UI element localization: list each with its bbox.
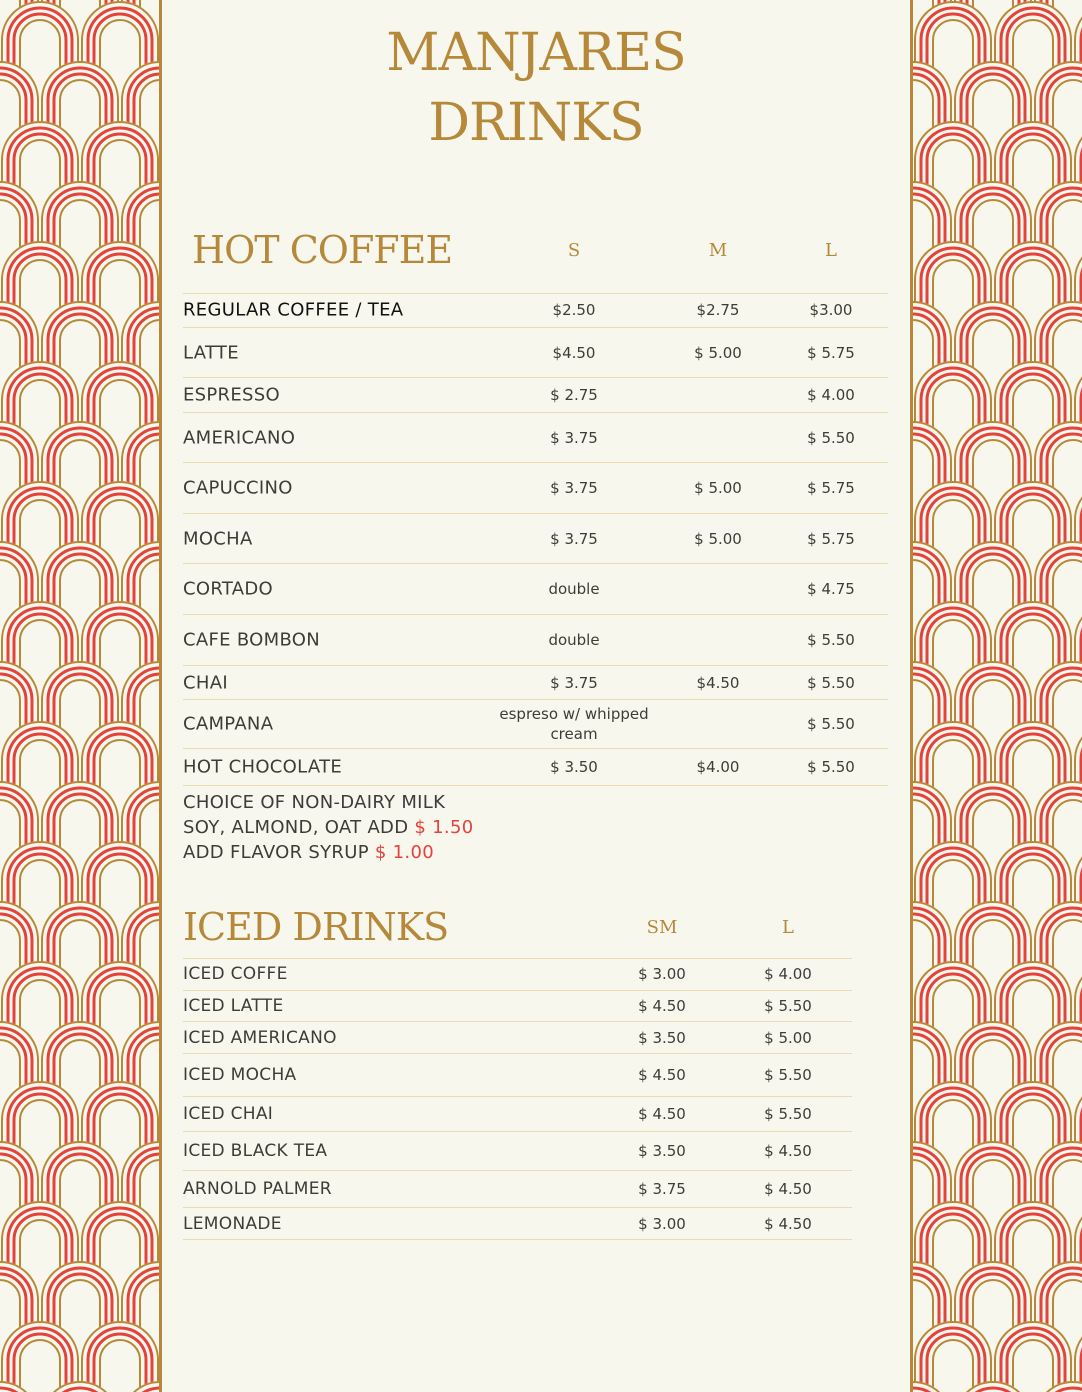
- price-s: espreso w/ whipped cream: [499, 705, 649, 743]
- syrup-addon-note: ADD FLAVOR SYRUP $ 1.00: [183, 842, 434, 863]
- item-name: ESPRESSO: [183, 384, 280, 406]
- item-name: ICED AMERICANO: [183, 1027, 337, 1048]
- price-s: $ 3.75: [550, 479, 598, 497]
- price-m: $4.50: [696, 673, 740, 692]
- table-row: [183, 564, 888, 615]
- table-row: [183, 463, 888, 514]
- table-row: [183, 1132, 852, 1171]
- price-l: $ 5.75: [807, 529, 855, 548]
- menu-title: [162, 18, 910, 158]
- price-l: $ 5.50: [807, 715, 855, 733]
- price-sm: $ 4.50: [638, 1066, 686, 1084]
- price-m: $ 5.00: [694, 479, 742, 497]
- table-row: [183, 958, 852, 991]
- price-s: $ 2.75: [550, 386, 598, 404]
- item-name: LEMONADE: [183, 1213, 282, 1234]
- table-row: [183, 413, 888, 463]
- price-sm: $ 3.75: [638, 1180, 686, 1198]
- price-m: $ 5.00: [694, 343, 742, 362]
- item-name: CHAI: [183, 672, 228, 693]
- syrup-addon-price: $ 1.00: [374, 842, 434, 863]
- price-sm: $ 3.00: [638, 965, 686, 983]
- price-l: $ 5.50: [807, 428, 855, 447]
- price-s: $4.50: [552, 343, 596, 362]
- table-row: [183, 514, 888, 564]
- menu-title-line1: MANJARES: [386, 23, 686, 83]
- price-m: $2.75: [696, 301, 740, 319]
- table-row: [183, 1097, 852, 1132]
- hot-coffee-heading: HOT COFFEE: [192, 228, 453, 272]
- price-sm: $ 4.50: [638, 1105, 686, 1123]
- right-arch-border: [910, 0, 1082, 1392]
- left-arch-border: [0, 0, 162, 1392]
- milk-addon-note: SOY, ALMOND, OAT ADD $ 1.50: [183, 817, 474, 838]
- table-row: [183, 378, 888, 413]
- price-l: $ 5.75: [807, 479, 855, 497]
- price-l: $ 4.75: [807, 580, 855, 598]
- item-name: CAPUCCINO: [183, 477, 293, 499]
- item-name: ICED CHAI: [183, 1104, 274, 1124]
- iced-drinks-heading: ICED DRINKS: [183, 905, 449, 949]
- price-sm: $ 3.50: [638, 1028, 686, 1047]
- price-l: $ 5.50: [807, 673, 855, 692]
- item-name: REGULAR COFFEE / TEA: [183, 299, 404, 321]
- item-name: ICED MOCHA: [183, 1065, 297, 1085]
- price-s: $ 3.75: [550, 428, 598, 447]
- price-s: $ 3.75: [550, 529, 598, 548]
- table-row: [183, 293, 888, 328]
- price-s: $2.50: [552, 301, 596, 319]
- hot-col-s: S: [567, 240, 581, 261]
- price-l: $ 4.50: [764, 1214, 812, 1233]
- price-l: $ 4.00: [764, 965, 812, 983]
- price-l: $ 5.50: [807, 631, 855, 649]
- table-row: [183, 328, 888, 378]
- price-l: $ 5.50: [764, 1066, 812, 1084]
- table-row: [183, 700, 888, 749]
- iced-col-l: L: [782, 917, 794, 938]
- item-name: AMERICANO: [183, 427, 296, 448]
- price-s: double: [548, 580, 600, 598]
- milk-addon-price: $ 1.50: [414, 817, 474, 838]
- hot-col-l: L: [825, 240, 837, 261]
- price-l: $ 5.50: [764, 1105, 812, 1123]
- item-name: CAFE BOMBON: [183, 629, 321, 651]
- item-name: LATTE: [183, 342, 239, 363]
- price-sm: $ 4.50: [638, 997, 686, 1015]
- price-s: double: [548, 631, 600, 649]
- price-m: $ 5.00: [694, 529, 742, 548]
- item-name: HOT CHOCOLATE: [183, 756, 343, 778]
- item-name: ICED BLACK TEA: [183, 1141, 328, 1161]
- price-sm: $ 3.00: [638, 1214, 686, 1233]
- price-sm: $ 3.50: [638, 1142, 686, 1160]
- price-l: $ 4.50: [764, 1142, 812, 1160]
- item-name: CORTADO: [183, 578, 273, 600]
- price-s: $ 3.50: [550, 758, 598, 776]
- table-row: [183, 1208, 852, 1240]
- item-name: ARNOLD PALMER: [183, 1179, 332, 1199]
- table-row: [183, 1022, 852, 1054]
- table-row: [183, 1171, 852, 1208]
- table-row: [183, 749, 888, 786]
- table-row: [183, 615, 888, 666]
- item-name: ICED COFFE: [183, 964, 288, 984]
- non-dairy-note: CHOICE OF NON-DAIRY MILK: [183, 792, 446, 813]
- price-l: $ 5.50: [764, 997, 812, 1015]
- price-l: $ 5.50: [807, 758, 855, 776]
- item-name: CAMPANA: [183, 713, 274, 735]
- iced-col-sm: SM: [646, 917, 678, 938]
- item-name: MOCHA: [183, 528, 253, 549]
- hot-col-m: M: [708, 240, 728, 261]
- price-l: $3.00: [809, 301, 853, 319]
- price-l: $ 4.00: [807, 386, 855, 404]
- item-name: ICED LATTE: [183, 996, 284, 1016]
- price-l: $ 5.75: [807, 343, 855, 362]
- price-l: $ 5.00: [764, 1028, 812, 1047]
- table-row: [183, 666, 888, 700]
- price-l: $ 4.50: [764, 1180, 812, 1198]
- table-row: [183, 1054, 852, 1097]
- table-row: [183, 991, 852, 1022]
- price-s: $ 3.75: [550, 673, 598, 692]
- hot-coffee-notes: [183, 790, 473, 865]
- menu-title-line2: DRINKS: [428, 93, 644, 153]
- price-m: $4.00: [696, 758, 740, 776]
